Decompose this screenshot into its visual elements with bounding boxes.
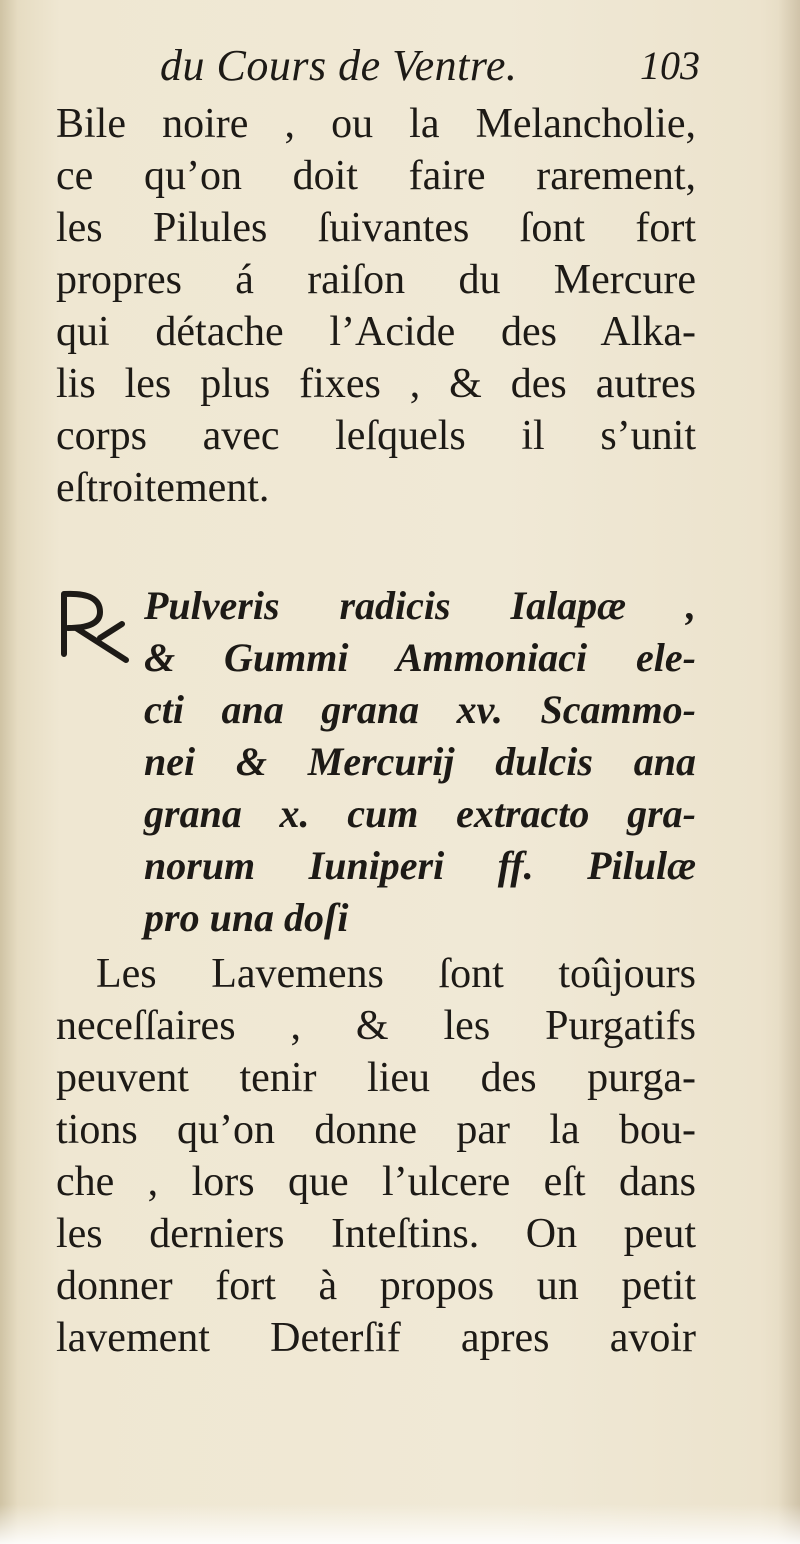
page-edge-shadow <box>778 0 800 1544</box>
recipe-line: norum Iuniperi ff. Pilulæ <box>144 843 696 888</box>
rx-symbol-icon <box>56 584 136 664</box>
text-line: donner fort à propos un petit <box>56 1263 696 1309</box>
text-line: che , lors que l’ulcere eſt dans <box>56 1159 696 1205</box>
text-line: propres á raiſon du Mercure <box>56 257 696 303</box>
text-line: qui détache l’Acide des Alka- <box>56 309 696 355</box>
recipe-line: nei & Mercurij dulcis ana <box>144 739 696 784</box>
recipe-block <box>56 580 696 940</box>
text-line: tions qu’on donne par la bou- <box>56 1107 696 1153</box>
text-line: les Pilules ſuivantes ſont fort <box>56 205 696 251</box>
text-line: Les Lavemens ſont toûjours <box>96 951 696 997</box>
recipe-line: grana x. cum extracto gra- <box>144 791 696 836</box>
text-line: les derniers Inteſtins. On peut <box>56 1211 696 1257</box>
paragraph-2 <box>56 948 696 1364</box>
recipe-line: cti ana grana xv. Scammo- <box>144 687 696 732</box>
running-title: du Cours de Ventre. <box>160 41 518 90</box>
text-line: lis les plus fixes , & des autres <box>56 361 696 407</box>
page-header <box>160 40 700 100</box>
page-bottom-margin <box>0 1504 800 1544</box>
paragraph-1 <box>56 98 696 514</box>
recipe-line: & Gummi Ammoniaci ele- <box>144 635 696 680</box>
recipe-text <box>144 580 696 944</box>
text-line: ce qu’on doit faire rarement, <box>56 153 696 199</box>
page-number: 103 <box>640 43 700 88</box>
text-line: eſtroitement. <box>56 465 270 511</box>
text-line: peuvent tenir lieu des purga- <box>56 1055 696 1101</box>
recipe-line: pro una doſi <box>144 895 349 940</box>
text-line: corps avec leſquels il s’unit <box>56 413 696 459</box>
text-line: neceſſaires , & les Purgatifs <box>56 1003 696 1049</box>
text-line: Bile noire , ou la Melancholie, <box>56 101 696 147</box>
text-line: lavement Deterſif apres avoir <box>56 1315 696 1361</box>
recipe-line: Pulveris radicis Ialapæ , <box>144 583 696 628</box>
